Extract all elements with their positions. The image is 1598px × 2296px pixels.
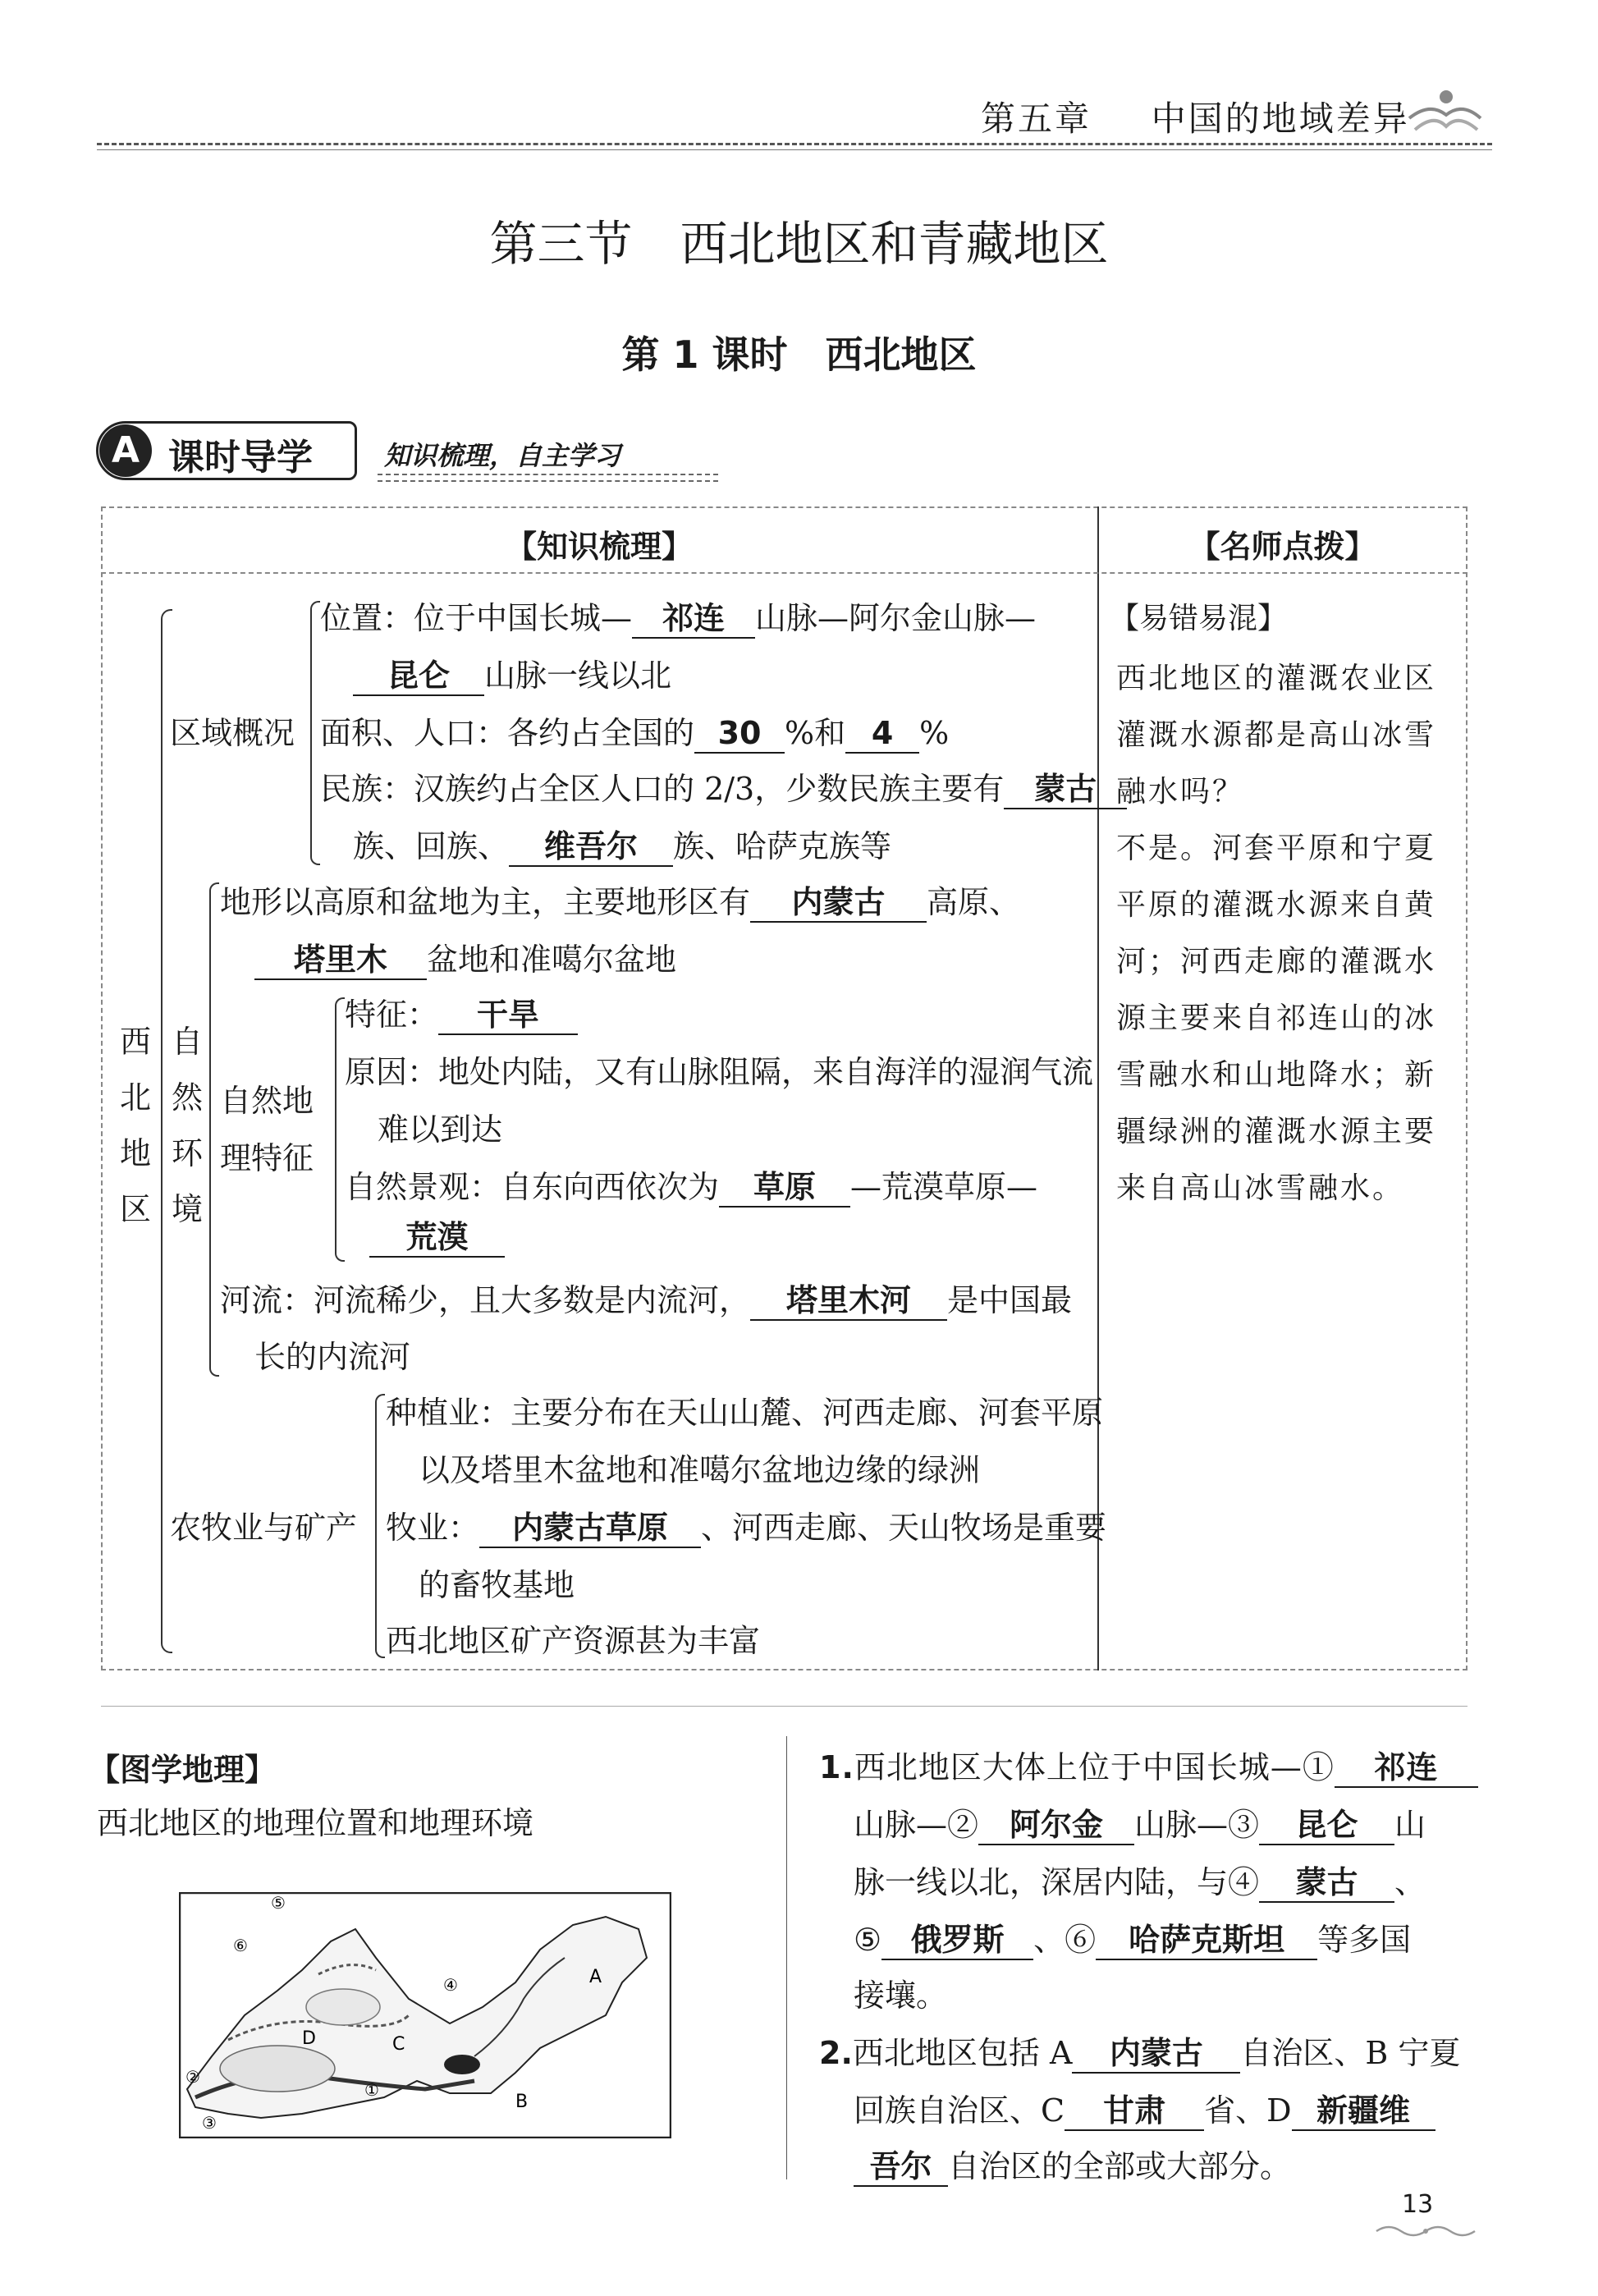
page-number: 13 [1402,2190,1434,2219]
mineral-line: 西北地区矿产资源甚为丰富 [386,1623,761,1659]
footer-ornament-icon [1372,2221,1479,2239]
tips-line: 河；河西走廊的灌溉水 [1116,945,1437,978]
answer-kunlun: 昆仑 [353,658,484,696]
region-brace [310,601,320,865]
map-heading: 【图学地理】 [89,1752,277,1788]
location-text: 位置：位于中国长城— [320,600,633,636]
area-population-line [320,708,949,754]
header-divider [97,143,1492,145]
banner-title: 课时导学 [168,437,313,479]
tips-body [1116,650,1436,1217]
cause-line-2: 难以到达 [378,1111,503,1148]
column-divider [786,1736,787,2179]
answer-q1-5: 俄罗斯 [881,1922,1033,1960]
answer-q2-1: 内蒙古 [1072,2036,1240,2074]
answer-q1-2: 阿尔金 [978,1808,1134,1845]
terrain-line-2 [254,934,676,980]
question-number: 1. [819,1749,854,1785]
nature-char: 环 [171,1135,203,1171]
location-suffix: 山脉一线以北 [484,658,672,694]
answer-q2-2: 甘肃 [1065,2093,1204,2131]
area-text: 面积、人口：各约占全国的 [320,715,695,751]
tips-line: 疆绿洲的灌溉水源主要 [1116,1115,1437,1148]
terrain-text: 地形以高原和盆地为主，主要地形区有 [220,884,751,920]
answer-uyghur: 维吾尔 [509,829,673,867]
ethnic-suffix: 族、哈萨克族等 [673,828,892,864]
question-2-line-3 [854,2141,1291,2187]
banner-subtitle-underline-2 [378,480,718,482]
answer-arid: 干旱 [438,997,578,1035]
col2-header: 【名师点拨】 [1188,529,1376,565]
question-1-line-3 [854,1857,1426,1903]
ethnic-text: 民族：汉族约占全区人口的 2/3，少数民族主要有 [320,771,1005,807]
answer-tarim-river: 塔里木河 [750,1283,947,1321]
tips-line: 平原的灌溉水源来自黄 [1116,888,1437,922]
header-divider-thin [97,149,1492,150]
ethnic-text-2: 族、回族、 [353,828,510,864]
area-mid: %和 [785,715,846,751]
answer-population-percent: 4 [845,716,919,754]
section-title: 第三节 西北地区和青藏地区 [489,216,1109,272]
terrain-suffix: 盆地和准噶尔盆地 [427,942,677,978]
nature-label [168,1014,206,1237]
answer-q1-6: 哈萨克斯坦 [1096,1922,1317,1960]
tips-heading: 【易错易混】 [1110,602,1288,635]
answer-inner-mongolia-plateau: 内蒙古 [750,885,927,923]
q2-text: 西北地区包括 A [852,2035,1073,2071]
trait-line [345,989,578,1035]
herding-text: 牧业： [386,1510,480,1546]
answer-area-percent: 30 [694,716,785,754]
tips-line: 融水吗？ [1116,775,1245,809]
answer-q2-3b: 吾尔 [854,2149,948,2187]
chapter-title: 中国的地域差异 [1151,99,1410,139]
table-header-divider [101,572,1468,574]
river-mid: 是中国最 [947,1282,1073,1318]
tips-line: 西北地区的灌溉农业区 [1116,662,1437,695]
tips-line: 不是。河套平原和宁夏 [1116,832,1437,865]
herding-suffix: 、河西走廊、天山牧场是重要 [701,1510,1107,1546]
root-char: 区 [119,1191,151,1227]
agri-brace [375,1394,385,1658]
ethnic-line [320,763,1127,809]
answer-tarim: 塔里木 [254,942,427,980]
tree-root-label [117,1014,154,1237]
planting-line-2: 以及塔里木盆地和准噶尔盆地边缘的绿洲 [419,1452,981,1488]
q1-text-9: 等多国 [1317,1922,1412,1958]
question-1-line-2 [854,1799,1426,1845]
question-2 [819,2028,1460,2074]
map-label: ② [185,2067,200,2087]
map-caption: 西北地区的地理位置和地理环境 [97,1805,534,1841]
landscape-line-2 [369,1219,505,1258]
answer-q1-3: 昆仑 [1259,1808,1394,1845]
answer-mongol: 蒙古 [1004,772,1127,809]
tips-line: 源主要来自祁连山的冰 [1116,1001,1437,1035]
banner-subtitle: 知识梳理，自主学习 [384,440,621,471]
answer-grassland: 草原 [719,1170,850,1208]
section-divider [101,1706,1468,1707]
q1-text-5: 脉一线以北，深居内陆，与④ [854,1864,1260,1900]
herding-line-2: 的畜牧基地 [419,1567,575,1603]
nature-char: 境 [171,1191,203,1227]
question-2-line-2 [854,2085,1435,2131]
question-1-line-5: 接壤。 [854,1977,948,2014]
location-line-2 [353,650,671,696]
q1-text-6: 、 [1394,1864,1426,1900]
q1-text: 西北地区大体上位于中国长城—① [854,1749,1335,1785]
q1-text-8: 、⑥ [1033,1922,1097,1958]
ethnic-line-2 [353,821,891,867]
landscape-line [345,1162,1037,1208]
river-line-2: 长的内流河 [254,1339,411,1375]
planting-line: 种植业：主要分布在天山山麓、河西走廊、河套平原 [386,1395,1104,1431]
table-column-divider [1097,506,1099,1670]
features-label-2: 理特征 [220,1140,314,1176]
map-label: D [302,2028,316,2049]
agri-label: 农牧业与矿产 [170,1510,358,1546]
question-1-line-4 [854,1914,1411,1960]
q1-text-4: 山 [1394,1807,1426,1843]
chapter-header [981,92,1410,141]
nature-brace [209,882,219,1377]
banner-subtitle-underline [378,474,718,475]
header-ornament-icon [1405,85,1483,143]
landscape-mid: —荒漠草原— [850,1169,1038,1205]
nature-char: 然 [171,1079,203,1116]
map-label: ⑤ [271,1893,286,1913]
northwest-map [179,1892,671,2138]
banner-badge: A [99,424,152,477]
map-label: B [515,2092,529,2112]
q2-text-5: 自治区的全部或大部分。 [948,2148,1292,2184]
answer-inner-mongolia-grassland: 内蒙古草原 [479,1510,701,1548]
location-line [320,593,1036,639]
terrain-line [220,877,1020,923]
root-char: 西 [119,1024,151,1060]
cause-line: 原因：地处内陆，又有山脉阻隔，来自海洋的湿润气流 [345,1054,1094,1090]
answer-desert: 荒漠 [369,1220,505,1258]
region-label: 区域概况 [170,715,295,751]
question-number: 2. [819,2035,853,2071]
tips-line: 来自高山冰雪融水。 [1116,1171,1405,1205]
lesson-title: 第 1 课时 西北地区 [621,332,977,377]
root-char: 北 [119,1079,151,1116]
features-brace [335,997,345,1262]
herding-line [386,1502,1106,1548]
q1-text-2: 山脉—② [854,1807,979,1843]
trait-text: 特征： [345,997,439,1033]
col1-header: 【知识梳理】 [505,529,693,565]
map-label: ③ [202,2113,217,2133]
map-label: A [589,1967,602,1987]
map-label: ① [364,2080,379,2100]
location-text-2: 山脉—阿尔金山脉— [755,600,1037,636]
q2-text-3: 回族自治区、C [854,2092,1065,2129]
q2-text-4: 省、D [1204,2092,1292,2129]
answer-q2-3: 新疆维 [1292,2093,1435,2131]
tips-line: 雪融水和山地降水；新 [1116,1058,1437,1092]
q1-text-7: ⑤ [854,1922,882,1958]
features-label-1: 自然地 [220,1083,314,1119]
river-text: 河流：河流稀少，且大多数是内流河， [220,1282,751,1318]
answer-q1-1: 祁连 [1335,1750,1478,1788]
chapter-number: 第五章 [981,99,1092,139]
map-label: ④ [443,1975,458,1995]
terrain-mid: 高原、 [927,884,1021,920]
nature-char: 自 [171,1024,203,1060]
map-label: ⑥ [233,1936,248,1955]
river-line [220,1275,1072,1321]
q2-text-2: 自治区、B 宁夏 [1240,2035,1461,2071]
root-char: 地 [119,1135,151,1171]
answer-qilian: 祁连 [632,601,755,639]
section-banner [96,421,359,483]
area-suffix: % [919,715,950,751]
question-1 [819,1742,1478,1788]
map-label: C [392,2034,405,2055]
landscape-text: 自然景观：自东向西依次为 [345,1169,720,1205]
tips-line: 灌溉水源都是高山冰雪 [1116,718,1437,752]
q1-text-3: 山脉—③ [1134,1807,1260,1843]
answer-q1-4: 蒙古 [1259,1865,1394,1903]
